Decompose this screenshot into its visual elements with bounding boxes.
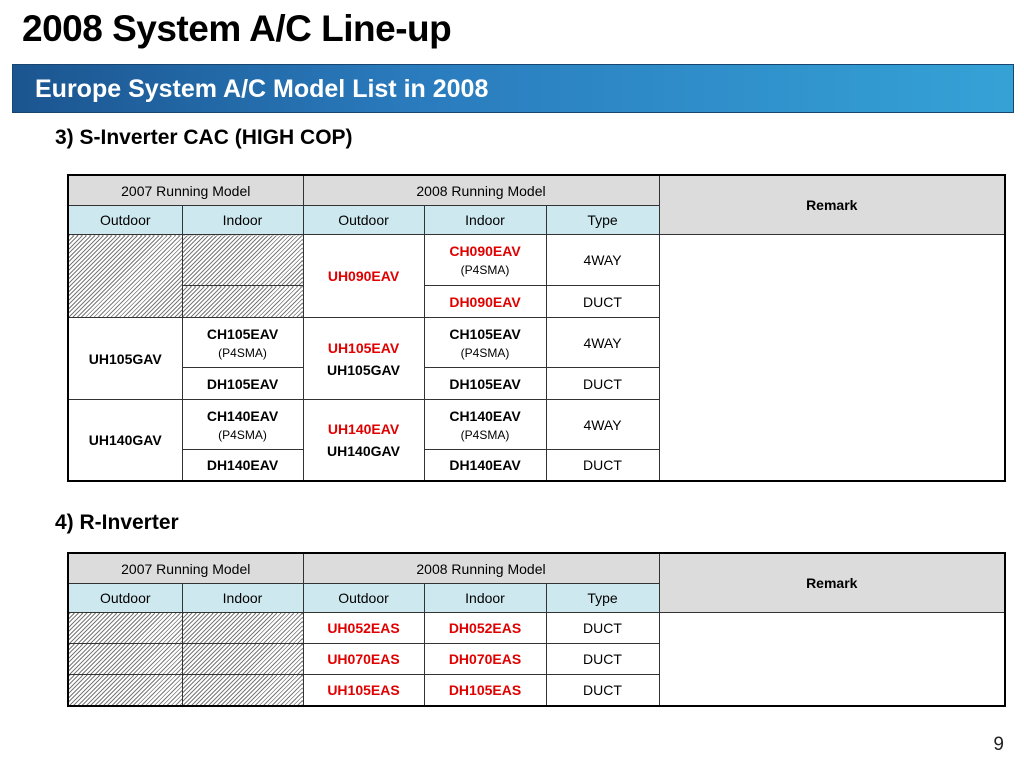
table-cell-old-outdoor: UH105GAV <box>68 318 182 400</box>
page-title: 2008 System A/C Line-up <box>22 8 452 49</box>
remark-cell <box>659 235 1005 481</box>
header-remark: Remark <box>659 175 1005 235</box>
model-note: (P4SMA) <box>460 345 510 360</box>
r-inverter-table <box>67 552 1006 707</box>
page-number: 9 <box>993 734 1004 755</box>
table-cell-type: DUCT <box>546 613 659 644</box>
table-cell-type: 4WAY <box>546 400 659 450</box>
section-banner <box>12 64 1014 113</box>
hatched-cell <box>182 644 303 675</box>
table-cell-type: 4WAY <box>546 235 659 286</box>
table-cell-type: 4WAY <box>546 318 659 368</box>
hatched-cell <box>182 613 303 644</box>
table-cell-old-indoor <box>182 400 303 450</box>
header-type: Type <box>546 584 659 613</box>
model-code: UH140EAV <box>327 420 400 437</box>
table-cell-new-indoor <box>424 318 546 368</box>
table-cell-new-outdoor: UH070EAS <box>303 644 424 675</box>
model-code: DH090EAV <box>449 293 521 310</box>
table-cell-type: DUCT <box>546 675 659 706</box>
table-cell-old-indoor <box>182 318 303 368</box>
model-code: UH090EAV <box>327 268 400 284</box>
table-cell-old-outdoor: UH140GAV <box>68 400 182 481</box>
header-outdoor-2008: Outdoor <box>303 206 424 235</box>
hatched-cell <box>182 286 303 318</box>
hatched-cell <box>182 675 303 706</box>
header-2007-running-model: 2007 Running Model <box>68 175 303 206</box>
header-type: Type <box>546 206 659 235</box>
hatched-cell <box>68 644 182 675</box>
header-2008-running-model: 2008 Running Model <box>303 175 659 206</box>
table-cell-new-indoor: DH105EAV <box>424 368 546 400</box>
header-2008-running-model: 2008 Running Model <box>303 553 659 584</box>
table-cell-type: DUCT <box>546 450 659 481</box>
table-cell-new-indoor <box>424 286 546 318</box>
model-note: (P4SMA) <box>460 427 510 442</box>
hatched-cell <box>182 235 303 286</box>
section-heading-r-inverter: 4) R-Inverter <box>55 511 179 534</box>
table-cell-new-indoor: DH140EAV <box>424 450 546 481</box>
header-outdoor-2008: Outdoor <box>303 584 424 613</box>
table-cell-old-indoor: DH140EAV <box>182 450 303 481</box>
table-cell-new-outdoor: UH052EAS <box>303 613 424 644</box>
header-remark: Remark <box>659 553 1005 613</box>
header-indoor-2007: Indoor <box>182 584 303 613</box>
model-code: CH140EAV <box>449 407 521 424</box>
table-cell-new-indoor: DH105EAS <box>424 675 546 706</box>
table-cell-new-indoor: DH052EAS <box>424 613 546 644</box>
s-inverter-table <box>67 174 1006 482</box>
remark-cell <box>659 613 1005 706</box>
header-indoor-2007: Indoor <box>182 206 303 235</box>
header-indoor-2008: Indoor <box>424 584 546 613</box>
model-code: CH105EAV <box>206 325 279 342</box>
table-cell-new-outdoor <box>303 400 424 481</box>
table-row <box>68 613 1005 644</box>
table-cell-new-outdoor <box>303 235 424 318</box>
table-cell-new-outdoor: UH105EAS <box>303 675 424 706</box>
model-code: CH105EAV <box>449 325 521 342</box>
table-cell-type: DUCT <box>546 368 659 400</box>
model-code: CH090EAV <box>449 243 521 259</box>
table-cell-type: DUCT <box>546 286 659 318</box>
model-code: UH105EAV <box>327 339 400 356</box>
table-cell-new-indoor <box>424 400 546 450</box>
table-cell-type: DUCT <box>546 644 659 675</box>
hatched-cell <box>68 675 182 706</box>
header-indoor-2008: Indoor <box>424 206 546 235</box>
header-2007-running-model: 2007 Running Model <box>68 553 303 584</box>
model-note: (P4SMA) <box>460 263 510 277</box>
model-code: CH140EAV <box>206 407 279 424</box>
header-outdoor-2007: Outdoor <box>68 206 182 235</box>
table-cell-old-indoor: DH105EAV <box>182 368 303 400</box>
hatched-cell <box>68 613 182 644</box>
banner-title: Europe System A/C Model List in 2008 <box>35 75 489 103</box>
model-note: (P4SMA) <box>218 345 267 360</box>
model-code: UH105GAV <box>327 361 400 378</box>
table-cell-new-outdoor <box>303 318 424 400</box>
table-cell-new-indoor <box>424 235 546 286</box>
table-cell-new-indoor: DH070EAS <box>424 644 546 675</box>
header-outdoor-2007: Outdoor <box>68 584 182 613</box>
model-note: (P4SMA) <box>218 427 267 442</box>
model-code: UH140GAV <box>327 442 400 459</box>
hatched-cell <box>68 235 182 318</box>
section-heading-s-inverter: 3) S-Inverter CAC (HIGH COP) <box>55 126 353 149</box>
